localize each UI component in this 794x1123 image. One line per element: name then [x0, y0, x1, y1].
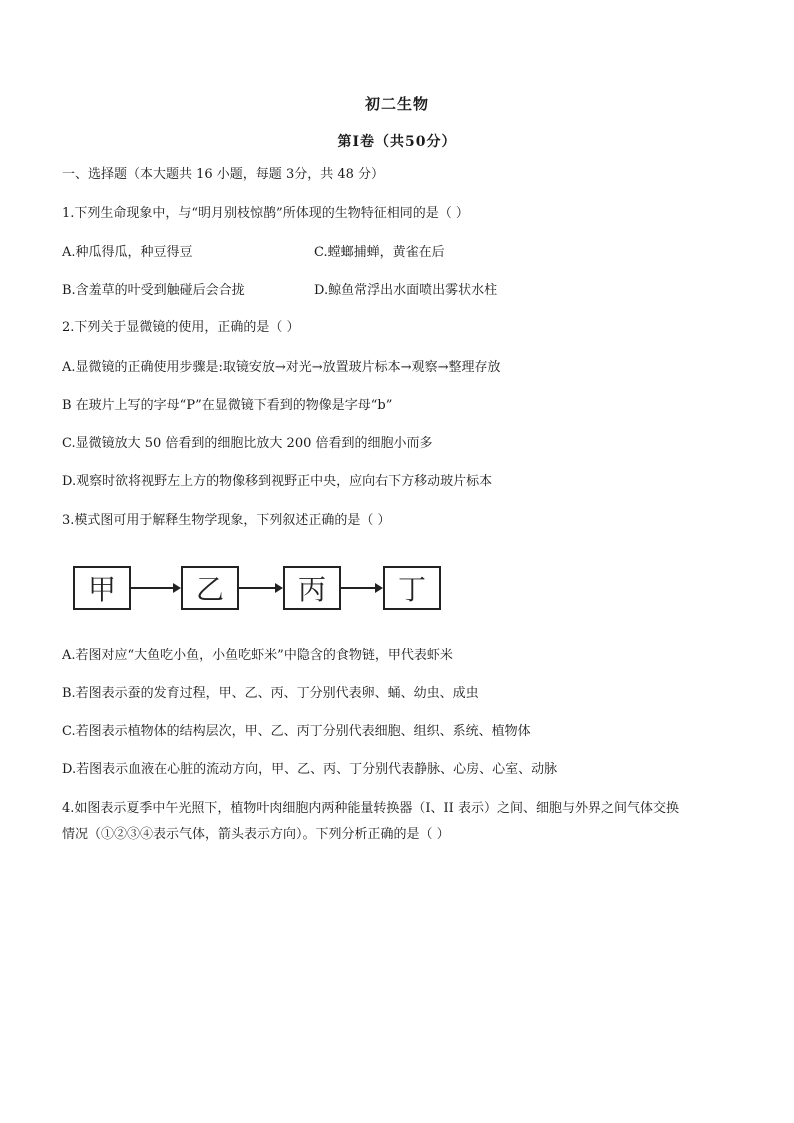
diagram-box-3: 丙	[283, 566, 341, 610]
diagram-arrow-3	[341, 587, 375, 589]
page-title: 初二生物	[364, 95, 429, 113]
question-2-option-c: C.显微镜放大 50 倍看到的细胞比放大 200 倍看到的细胞小而多	[62, 436, 433, 451]
diagram-box-4: 丁	[383, 566, 441, 610]
question-3-stem: 3.模式图可用于解释生物学现象，下列叙述正确的是（ ）	[62, 513, 391, 528]
question-1-option-c: C.螳螂捕蝉，黄雀在后	[314, 245, 445, 260]
question-2-option-b: B 在玻片上写的字母“P”在显微镜下看到的物像是字母“b”	[62, 398, 393, 413]
diagram-arrowhead-2	[275, 583, 283, 593]
diagram-box-2: 乙	[181, 566, 239, 610]
question-2-option-d: D.观察时欲将视野左上方的物像移到视野正中央，应向右下方移动玻片标本	[62, 474, 493, 489]
diagram-arrow-1	[131, 587, 173, 589]
question-1-option-b: B.含羞草的叶受到触碰后会合拢	[62, 283, 245, 298]
diagram-arrowhead-1	[173, 583, 181, 593]
section-subtitle: 第Ⅰ卷（共50分）	[337, 134, 457, 150]
question-3-option-d: D.若图表示血液在心脏的流动方向，甲、乙、丙、丁分别代表静脉、心房、心室、动脉	[62, 762, 558, 777]
question-4-stem-line-1: 4.如图表示夏季中午光照下，植物叶肉细胞内两种能量转换器（I、II 表示）之间、细胞与外界之间气体交换	[62, 801, 679, 816]
diagram-box-1: 甲	[73, 566, 131, 610]
question-2-option-a: A.显微镜的正确使用步骤是:取镜安放→对光→放置玻片标本→观察→整理存放	[62, 360, 501, 375]
question-3-option-c: C.若图表示植物体的结构层次，甲、乙、丙丁分别代表细胞、组织、系统、植物体	[62, 724, 531, 739]
question-2-stem: 2.下列关于显微镜的使用，正确的是（ ）	[62, 320, 300, 335]
question-4-stem-line-2: 情况（①②③④表示气体，箭头表示方向）。下列分析正确的是（ ）	[62, 827, 450, 842]
question-1-option-a: A.种瓜得瓜，种豆得豆	[62, 245, 193, 260]
section-heading: 一、选择题（本大题共 16 小题，每题 3分，共 48 分）	[62, 167, 385, 182]
question-3-option-b: B.若图表示蚕的发育过程，甲、乙、丙、丁分别代表卵、蛹、幼虫、成虫	[62, 686, 479, 701]
diagram-arrowhead-3	[375, 583, 383, 593]
question-1-stem: 1.下列生命现象中，与“明月别枝惊鹊”所体现的生物特征相同的是（ ）	[62, 206, 469, 221]
flow-diagram	[73, 566, 453, 618]
diagram-arrow-2	[239, 587, 275, 589]
question-1-option-d: D.鲸鱼常浮出水面喷出雾状水柱	[314, 283, 498, 298]
question-3-option-a: A.若图对应“大鱼吃小鱼，小鱼吃虾米”中隐含的食物链，甲代表虾米	[62, 648, 453, 663]
